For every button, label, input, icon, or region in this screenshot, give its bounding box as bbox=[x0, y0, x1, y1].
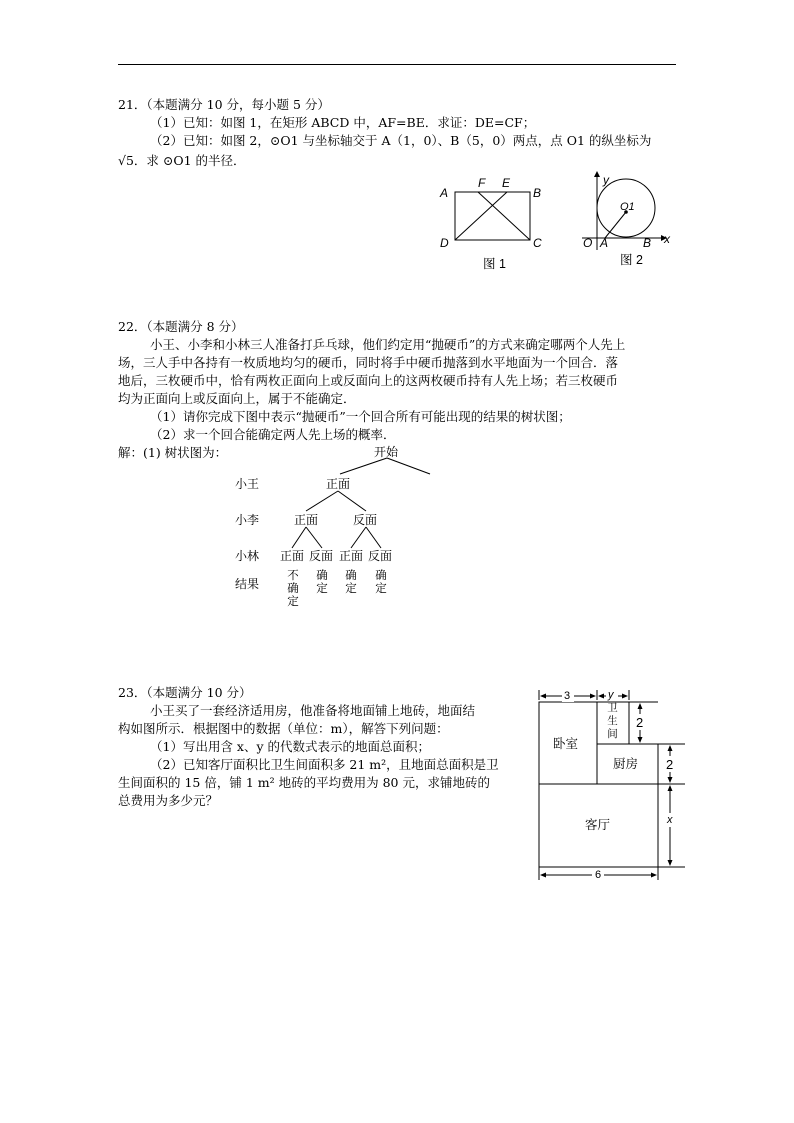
tree-node-wang-front: 正面 bbox=[326, 477, 351, 491]
tree-node-lin-1: 正面 bbox=[280, 549, 305, 563]
fig2-label-B: B bbox=[643, 236, 652, 250]
q23-header: 23．（本题满分 10 分） bbox=[118, 685, 252, 700]
q23-paragraph-line2: 构如图所示．根据图中的数据（单位：m），解答下列问题： bbox=[118, 721, 449, 736]
tree-node-lin-2: 反面 bbox=[309, 549, 334, 563]
plan-room-bedroom: 卧室 bbox=[553, 737, 579, 751]
plan-room-living: 客厅 bbox=[585, 818, 611, 832]
q22-header: 22．（本题满分 8 分） bbox=[118, 319, 244, 334]
tree-result-4: 确定 bbox=[375, 568, 387, 595]
q22-paragraph-line3: 地后，三枚硬币中，恰有两枚正面向上或反面向上的这两枚硬币持有人先上场；若三枚硬币 bbox=[118, 373, 619, 388]
q22-question1: （1）请你完成下图中表示“抛硬币”一个回合所有可能出现的结果的树状图； bbox=[150, 409, 571, 424]
fig1-label-F: F bbox=[478, 176, 486, 190]
fig2-caption: 图 2 bbox=[620, 253, 643, 267]
q23-question2-line3: 总费用为多少元？ bbox=[118, 793, 219, 808]
fig1-label-A: A bbox=[440, 186, 449, 200]
q22-paragraph-line1: 小王、小李和小林三人准备打乒乓球，他们约定用“抛硬币”的方式来确定哪两个人先上 bbox=[150, 337, 626, 352]
fig1-caption: 图 1 bbox=[483, 257, 506, 271]
q21-part2-line2: √5．求 ⊙O1 的半径． bbox=[118, 153, 246, 168]
q21-part1: （1）已知：如图 1，在矩形 ABCD 中，AF=BE．求证：DE=CF； bbox=[150, 115, 536, 130]
tree-start: 开始 bbox=[374, 445, 399, 459]
plan-dim-bath: 2 bbox=[636, 715, 644, 730]
fig1-label-D: D bbox=[440, 236, 449, 250]
fig1-label-C: C bbox=[533, 236, 542, 250]
plan-room-bathroom: 卫生间 bbox=[607, 702, 618, 740]
fig2-label-y: y bbox=[603, 173, 609, 187]
plan-dim-x: x bbox=[667, 814, 673, 826]
plan-dim-kitchen: 2 bbox=[666, 757, 674, 772]
tree-node-lin-3: 正面 bbox=[339, 549, 364, 563]
fig1-label-E: E bbox=[502, 176, 511, 190]
tree-result-2: 确定 bbox=[316, 568, 328, 595]
fig2-label-O1: O1 bbox=[620, 201, 635, 213]
tree-node-li-back: 反面 bbox=[353, 513, 378, 527]
tree-row-label-lin: 小林 bbox=[235, 549, 260, 563]
q21-header: 21．（本题满分 10 分，每小题 5 分） bbox=[118, 97, 330, 112]
tree-row-label-li: 小李 bbox=[235, 513, 260, 527]
q22-question2: （2）求一个回合能确定两人先上场的概率． bbox=[150, 427, 396, 442]
q23-question1: （1）写出用含 x、y 的代数式表示的地面总面积； bbox=[150, 739, 431, 754]
plan-dim-top: 3 bbox=[564, 690, 571, 702]
plan-dim-bottom: 6 bbox=[595, 869, 602, 881]
q22-paragraph-line2: 场，三人手中各持有一枚质地均匀的硬币，同时将手中硬币抛落到水平地面为一个回合．落 bbox=[118, 355, 619, 370]
tree-node-lin-4: 反面 bbox=[368, 549, 393, 563]
q23-question2-line2: 生间面积的 15 倍，铺 1 m² 地砖的平均费用为 80 元，求铺地砖的 bbox=[118, 775, 490, 790]
plan-dim-y: y bbox=[608, 689, 614, 701]
q23-paragraph-line1: 小王买了一套经济适用房，他准备将地面铺上地砖，地面结 bbox=[150, 703, 476, 718]
tree-row-label-wang: 小王 bbox=[235, 477, 260, 491]
tree-node-li-front: 正面 bbox=[294, 513, 319, 527]
q22-paragraph-line4: 均为正面向上或反面向上，属于不能确定． bbox=[118, 391, 356, 406]
tree-row-label-result: 结果 bbox=[235, 577, 260, 591]
q22-answer-label: 解：(1) 树状图为： bbox=[118, 445, 228, 460]
tree-result-3: 确定 bbox=[345, 568, 357, 595]
fig1-label-B: B bbox=[533, 186, 542, 200]
q23-question2-line1: （2）已知客厅面积比卫生间面积多 21 m²，且地面总面积是卫 bbox=[150, 757, 499, 772]
fig2-label-x: x bbox=[664, 232, 670, 246]
tree-result-1: 不确定 bbox=[287, 568, 299, 608]
fig2-label-A: A bbox=[600, 236, 609, 250]
fig2-label-O: O bbox=[583, 236, 593, 250]
q21-part2-line1: （2）已知：如图 2，⊙O1 与坐标轴交于 A（1，0）、B（5，0）两点，点 O1 的纵坐标为 bbox=[150, 133, 652, 148]
plan-room-kitchen: 厨房 bbox=[613, 757, 639, 771]
